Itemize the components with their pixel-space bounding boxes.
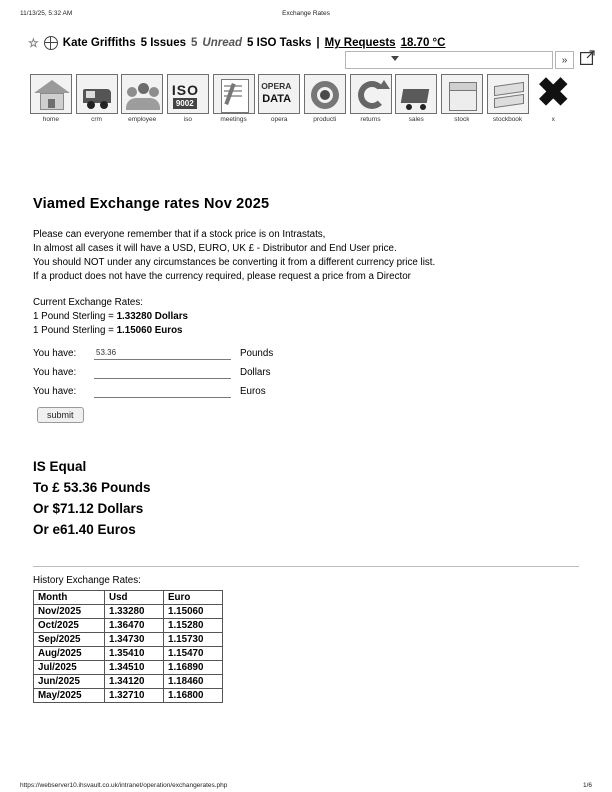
cell-month: Oct/2025 — [34, 619, 105, 633]
external-link-icon[interactable] — [580, 50, 595, 65]
module-label: iso — [183, 116, 192, 123]
gear-icon — [304, 74, 346, 114]
module-iso[interactable] — [165, 74, 211, 130]
topbar-separator: | — [316, 37, 320, 49]
module-label: sales — [408, 116, 424, 123]
notice-line-4: If a product does not have the currency required, please request a price from a Director — [33, 271, 411, 282]
dollars-unit: Dollars — [240, 366, 271, 378]
rate-eur-row — [33, 324, 579, 338]
module-label: stockbook — [492, 116, 523, 123]
history-table — [33, 590, 223, 703]
module-employee[interactable] — [119, 74, 165, 130]
notice-line-3: You should NOT under any circumstances be converting it from a different currency price list. — [33, 257, 436, 268]
module-stock[interactable] — [439, 74, 485, 130]
current-user: Kate Griffiths — [62, 37, 136, 49]
star-icon[interactable]: ☆ — [28, 36, 39, 50]
returns-arrow-icon — [350, 74, 392, 114]
home-icon — [30, 74, 72, 114]
temperature-readout: 18.70 °C — [400, 37, 446, 49]
cell-month: Jun/2025 — [34, 675, 105, 689]
iso-tasks-count[interactable]: 5 ISO Tasks — [247, 37, 312, 49]
module-label: opera — [270, 116, 288, 123]
rate-eur-label: 1 Pound Sterling = — [33, 325, 117, 336]
module-crm[interactable] — [74, 74, 120, 130]
cell-usd: 1.34120 — [105, 675, 164, 689]
cell-month: May/2025 — [34, 689, 105, 703]
current-rates-heading: Current Exchange Rates: — [33, 297, 143, 308]
table-row — [34, 689, 223, 703]
table-row — [34, 605, 223, 619]
divider — [33, 566, 579, 567]
unread-label[interactable]: Unread — [202, 37, 243, 49]
unread-count: 5 — [191, 37, 198, 49]
van-icon — [76, 74, 118, 114]
cell-euro: 1.18460 — [164, 675, 223, 689]
print-title: Exchange Rates — [282, 10, 330, 17]
module-close[interactable] — [530, 74, 576, 130]
close-x-icon: ✖ — [536, 74, 570, 114]
page-title: Viamed Exchange rates Nov 2025 — [33, 196, 270, 212]
cell-usd: 1.32710 — [105, 689, 164, 703]
pounds-row — [33, 345, 579, 361]
dollars-label: You have: — [33, 366, 77, 378]
cell-usd: 1.35410 — [105, 647, 164, 661]
cell-month: Jul/2025 — [34, 661, 105, 675]
column-header-month: Month — [34, 591, 105, 605]
module-label: producti — [313, 116, 337, 123]
chevron-down-icon — [391, 56, 399, 61]
rate-eur-value: 1.15060 Euros — [116, 325, 183, 336]
module-label: meetings — [220, 116, 247, 123]
history-heading: History Exchange Rates: — [33, 575, 141, 586]
module-label: home — [42, 116, 59, 123]
module-label: stock — [454, 116, 470, 123]
cell-euro: 1.15730 — [164, 633, 223, 647]
status-topbar — [28, 33, 584, 53]
meetings-document-icon — [213, 74, 255, 114]
euros-unit: Euros — [240, 385, 266, 397]
cell-usd: 1.33280 — [105, 605, 164, 619]
cell-month: Sep/2025 — [34, 633, 105, 647]
result-line-2: To £ 53.36 Pounds — [33, 480, 151, 495]
submit-button[interactable]: submit — [37, 407, 84, 423]
quote-button[interactable]: » — [555, 51, 574, 69]
stock-box-icon — [441, 74, 483, 114]
notice-line-1: Please can everyone remember that if a stock price is on Intrastats, — [33, 229, 326, 240]
iso-9002-icon: ISO 9002 — [167, 74, 209, 114]
conversion-result — [33, 456, 579, 540]
cell-euro: 1.16800 — [164, 689, 223, 703]
opera-data-icon: OPERA DATA — [258, 74, 300, 114]
module-iconbar — [28, 74, 576, 130]
module-sales[interactable] — [393, 74, 439, 130]
cell-euro: 1.15060 — [164, 605, 223, 619]
euros-label: You have: — [33, 385, 77, 397]
module-stockbook[interactable] — [485, 74, 531, 130]
footer-page-number: 1/6 — [582, 782, 592, 789]
notice-line-2: In almost all cases it will have a USD, EURO, UK £ - Distributor and End User price. — [33, 243, 397, 254]
people-icon — [121, 74, 163, 114]
result-line-1: IS Equal — [33, 459, 87, 474]
column-header-euro: Euro — [164, 591, 223, 605]
module-opera[interactable] — [256, 74, 302, 130]
cell-usd: 1.34510 — [105, 661, 164, 675]
euros-row — [33, 383, 579, 399]
toolbar-row — [28, 51, 584, 70]
table-row — [34, 647, 223, 661]
cell-euro: 1.16890 — [164, 661, 223, 675]
module-label: x — [551, 116, 555, 123]
column-header-usd: Usd — [105, 591, 164, 605]
table-row — [34, 633, 223, 647]
my-requests-link[interactable]: My Requests — [324, 37, 396, 49]
footer-url: https://webserver10.ihsvault.co.uk/intranet/operation/exchangerates.php — [20, 782, 228, 789]
notice-paragraph — [33, 228, 579, 284]
cell-usd: 1.36470 — [105, 619, 164, 633]
print-date: 11/13/25, 5:32 AM — [20, 10, 73, 17]
result-line-4: Or e61.40 Euros — [33, 522, 136, 537]
module-label: employee — [128, 116, 157, 123]
table-row — [34, 619, 223, 633]
table-header-row — [34, 591, 223, 605]
module-production[interactable] — [302, 74, 348, 130]
sales-cart-icon — [395, 74, 437, 114]
cell-usd: 1.34730 — [105, 633, 164, 647]
module-returns[interactable] — [348, 74, 394, 130]
module-home[interactable] — [28, 74, 74, 130]
rate-usd-value: 1.33280 Dollars — [116, 311, 188, 322]
pounds-unit: Pounds — [240, 347, 274, 359]
cell-euro: 1.15470 — [164, 647, 223, 661]
cell-month: Nov/2025 — [34, 605, 105, 619]
rate-usd-row — [33, 310, 579, 324]
module-label: returns — [360, 116, 381, 123]
cell-euro: 1.15280 — [164, 619, 223, 633]
euros-input[interactable] — [94, 385, 231, 398]
rate-usd-label: 1 Pound Sterling = — [33, 311, 117, 322]
cell-month: Aug/2025 — [34, 647, 105, 661]
pounds-input[interactable] — [94, 347, 231, 360]
table-row — [34, 661, 223, 675]
table-row — [34, 675, 223, 689]
converter-form — [33, 345, 579, 423]
module-meetings[interactable] — [211, 74, 257, 130]
issues-count[interactable]: 5 Issues — [140, 37, 187, 49]
dollars-input[interactable] — [94, 366, 231, 379]
module-label: crm — [91, 116, 102, 123]
main-content — [33, 196, 579, 703]
result-line-3: Or $71.12 Dollars — [33, 501, 144, 516]
stockbook-shelf-icon — [487, 74, 529, 114]
globe-icon[interactable] — [44, 36, 58, 50]
dollars-row — [33, 364, 579, 380]
pounds-label: You have: — [33, 347, 77, 359]
module-select[interactable] — [345, 51, 553, 69]
